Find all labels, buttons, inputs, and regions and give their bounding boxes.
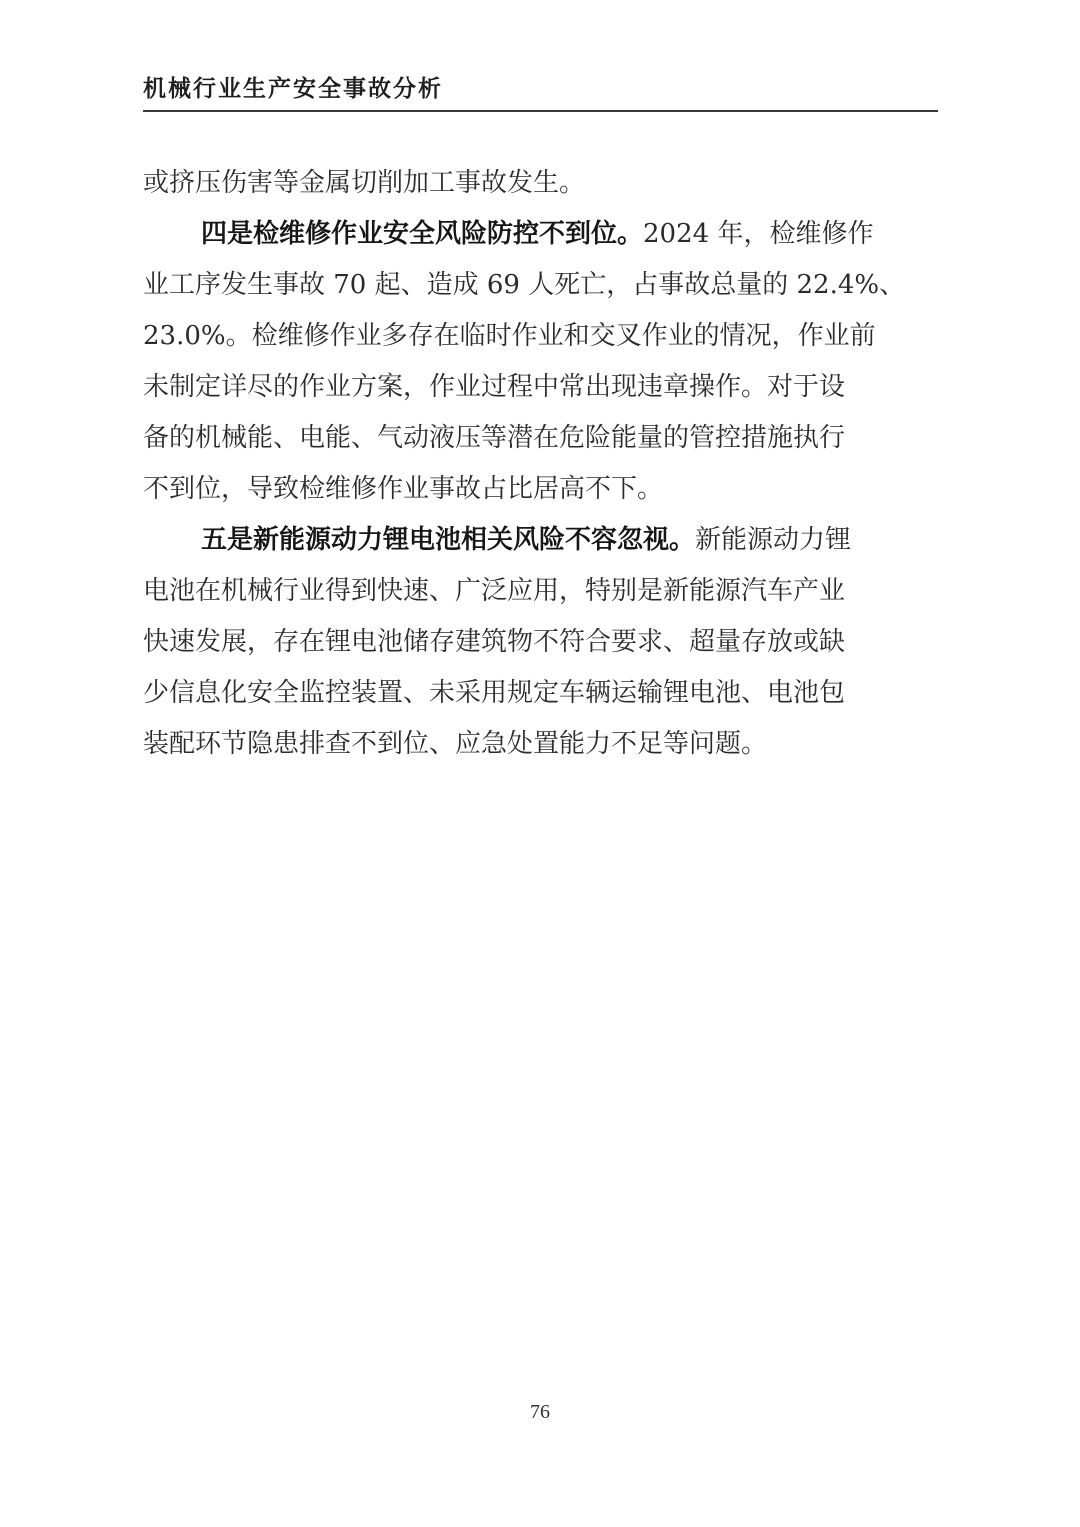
page-body <box>143 158 938 770</box>
body-line: 未制定详尽的作业方案，作业过程中常出现违章操作。对于设 <box>143 372 846 402</box>
body-line: 少信息化安全监控装置、未采用规定车辆运输锂电池、电池包 <box>143 678 846 708</box>
body-line: 装配环节隐患排查不到位、应急处置能力不足等问题。 <box>143 729 768 759</box>
body-line: 备的机械能、电能、气动液压等潜在危险能量的管控措施执行 <box>143 423 846 453</box>
body-line: 23.0%。检维修作业多存在临时作业和交叉作业的情况，作业前 <box>143 321 876 351</box>
body-line: 或挤压伤害等金属切削加工事故发生。 <box>143 168 586 198</box>
header-divider <box>143 110 938 112</box>
paragraph-4-first-line <box>143 209 938 260</box>
body-line: 业工序发生事故 70 起、造成 69 人死亡，占事故总量的 22.4%、 <box>143 270 906 300</box>
paragraph-4-text: 2024 年，检维修作 <box>643 219 874 249</box>
page-number: 76 <box>530 1401 550 1423</box>
paragraph-5-first-line <box>143 515 938 566</box>
body-line: 快速发展，存在锂电池储存建筑物不符合要求、超量存放或缺 <box>143 627 846 657</box>
paragraph-5-text: 新能源动力锂 <box>695 525 852 555</box>
paragraph-4-lead: 四是检维修作业安全风险防控不到位。 <box>201 219 644 249</box>
running-header-title: 机械行业生产安全事故分析 <box>143 76 443 102</box>
body-line: 不到位，导致检维修作业事故占比居高不下。 <box>143 474 664 504</box>
body-line: 电池在机械行业得到快速、广泛应用，特别是新能源汽车产业 <box>143 576 846 606</box>
paragraph-5-lead: 五是新能源动力锂电池相关风险不容忽视。 <box>201 525 696 555</box>
